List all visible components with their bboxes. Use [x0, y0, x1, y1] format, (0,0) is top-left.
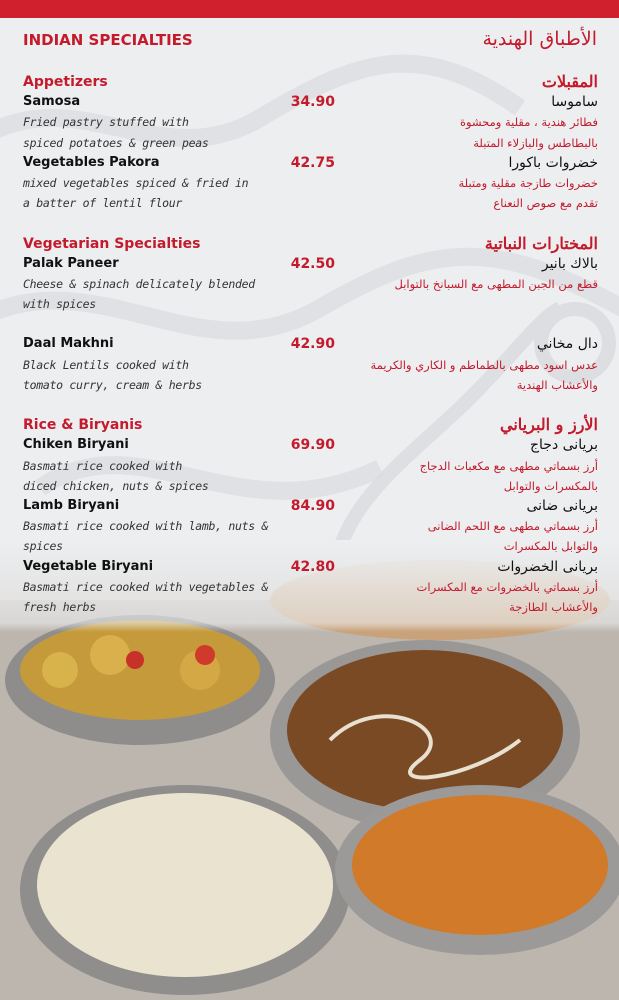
spacer	[358, 213, 598, 233]
menu-item	[23, 435, 335, 455]
menu-item-name: ساموسا	[551, 94, 598, 111]
menu-item	[358, 435, 598, 455]
spacer	[23, 314, 335, 334]
menu-item-description: fresh herbs	[23, 599, 96, 614]
menu-item-description: spices	[23, 539, 63, 554]
menu-item-name: بريانى دجاج	[530, 437, 598, 454]
menu-line	[358, 112, 598, 132]
menu-item	[23, 496, 335, 516]
section-heading: Vegetarian Specialties	[23, 235, 201, 252]
menu-item-description: بالمكسرات والتوابل	[503, 478, 598, 493]
menu-item-description: بالبطاطس والبازلاء المتبلة	[473, 135, 598, 150]
english-menu-column	[23, 72, 335, 617]
menu-item-name: Chiken Biryani	[23, 437, 129, 453]
menu-item-name: دال مخاني	[536, 336, 598, 353]
menu-line	[23, 274, 335, 294]
menu-item-name: Vegetable Biryani	[23, 558, 154, 574]
menu-line	[358, 193, 598, 213]
menu-item-description: قطع من الجبن المطهى مع السبانخ بالتوابل	[394, 276, 598, 291]
menu-item	[358, 254, 598, 274]
menu-line	[23, 193, 335, 213]
page-title-arabic: الأطباق الهندية	[482, 28, 597, 50]
menu-item-price: 42.50	[290, 255, 335, 272]
menu-line	[23, 173, 335, 193]
menu-item-name: Palak Paneer	[23, 255, 119, 271]
menu-item-description: tomato curry, cream & herbs	[23, 377, 202, 392]
section-heading: المختارات النباتية	[484, 233, 598, 253]
menu-item-description: diced chicken, nuts & spices	[23, 478, 209, 493]
menu-item	[23, 92, 335, 112]
arabic-menu-column	[358, 72, 598, 617]
menu-line	[23, 456, 335, 476]
spacer	[358, 395, 598, 415]
menu-item-price: 42.90	[290, 336, 335, 353]
menu-item-description: Fried pastry stuffed with	[23, 115, 189, 130]
spacer	[358, 294, 598, 314]
menu-line	[358, 375, 598, 395]
menu-line	[23, 72, 335, 92]
menu-item-description: أرز بسماتي مطهى مع اللحم الضانى	[427, 519, 598, 534]
menu-line	[358, 415, 598, 435]
menu-item	[358, 153, 598, 173]
menu-item-price: 84.90	[290, 497, 335, 514]
menu-item-name: بالاك بانير	[541, 255, 598, 272]
menu-item-description: Cheese & spinach delicately blended	[23, 276, 255, 291]
section-heading: Rice & Biryanis	[23, 417, 143, 434]
menu-line	[358, 516, 598, 536]
menu-item	[23, 254, 335, 274]
menu-item	[23, 153, 335, 173]
menu-line	[23, 234, 335, 254]
menu-item-price: 69.90	[290, 437, 335, 454]
menu-item	[358, 557, 598, 577]
menu-line	[23, 355, 335, 375]
menu-item-description: spiced potatoes & green peas	[23, 135, 209, 150]
menu-item-description: a batter of lentil flour	[23, 196, 182, 211]
menu-line	[23, 112, 335, 132]
page-title-english: INDIAN SPECIALTIES	[23, 31, 193, 49]
menu-line	[358, 72, 598, 92]
menu-line	[23, 476, 335, 496]
menu-item-description: عدس اسود مطهى بالطماطم و الكاري والكريمة	[370, 357, 598, 372]
menu-line	[23, 133, 335, 153]
menu-item-description: mixed vegetables spiced & fried in	[23, 175, 249, 190]
menu-item-name: بريانى الخضروات	[497, 558, 598, 575]
spacer	[23, 213, 335, 233]
menu-item-name: بريانى ضانى	[526, 497, 598, 514]
menu-item	[358, 334, 598, 354]
menu-item-name: خضروات باكورا	[508, 154, 598, 171]
top-red-bar	[0, 0, 619, 18]
menu-item-name: Vegetables Pakora	[23, 154, 160, 170]
menu-line	[23, 415, 335, 435]
menu-item-description: Basmati rice cooked with vegetables &	[23, 579, 269, 594]
menu-item-description: with spices	[23, 297, 96, 312]
spacer	[358, 314, 598, 334]
menu-line	[23, 577, 335, 597]
menu-line	[358, 456, 598, 476]
menu-item-description: والتوابل بالمكسرات	[503, 539, 598, 554]
menu-item	[23, 334, 335, 354]
menu-line	[358, 274, 598, 294]
section-heading: Appetizers	[23, 74, 108, 90]
menu-item-description: Black Lentils cooked with	[23, 357, 189, 372]
menu-item-description: خضروات طازجة مقلية ومتبلة	[458, 175, 598, 190]
menu-item-description: Basmati rice cooked with	[23, 458, 182, 473]
menu-item-name: Lamb Biryani	[23, 497, 120, 513]
section-heading: الأرز و البرياني	[500, 415, 598, 435]
menu-item-description: تقدم مع صوص النعناع	[493, 196, 598, 211]
section-heading: المقبلات	[541, 72, 598, 91]
menu-line	[358, 234, 598, 254]
menu-line	[358, 597, 598, 617]
menu-line	[23, 536, 335, 556]
menu-line	[23, 294, 335, 314]
menu-item-description: والأعشاب الهندية	[516, 377, 598, 392]
menu-item-description: أرز بسماتي بالخضروات مع المكسرات	[416, 579, 598, 594]
spacer	[23, 395, 335, 415]
menu-line	[358, 476, 598, 496]
menu-item-price: 34.90	[290, 94, 335, 111]
menu-line	[23, 375, 335, 395]
menu-line	[23, 516, 335, 536]
menu-item	[358, 92, 598, 112]
menu-item-description: فطائر هندية ، مقلية ومحشوة	[459, 115, 598, 130]
menu-line	[358, 536, 598, 556]
menu-line	[358, 355, 598, 375]
menu-item	[23, 557, 335, 577]
menu-item-price: 42.75	[290, 154, 335, 171]
menu-item	[358, 496, 598, 516]
menu-item-description: أرز بسماتي مطهى مع مكعبات الدجاج	[419, 458, 598, 473]
menu-item-name: Samosa	[23, 94, 81, 110]
menu-line	[23, 597, 335, 617]
menu-item-description: Basmati rice cooked with lamb, nuts &	[23, 519, 269, 534]
menu-line	[358, 133, 598, 153]
menu-item-name: Daal Makhni	[23, 336, 114, 352]
menu-item-description: والأعشاب الطازجة	[509, 599, 598, 614]
menu-line	[358, 173, 598, 193]
menu-item-price: 42.80	[290, 558, 335, 575]
menu-line	[358, 577, 598, 597]
